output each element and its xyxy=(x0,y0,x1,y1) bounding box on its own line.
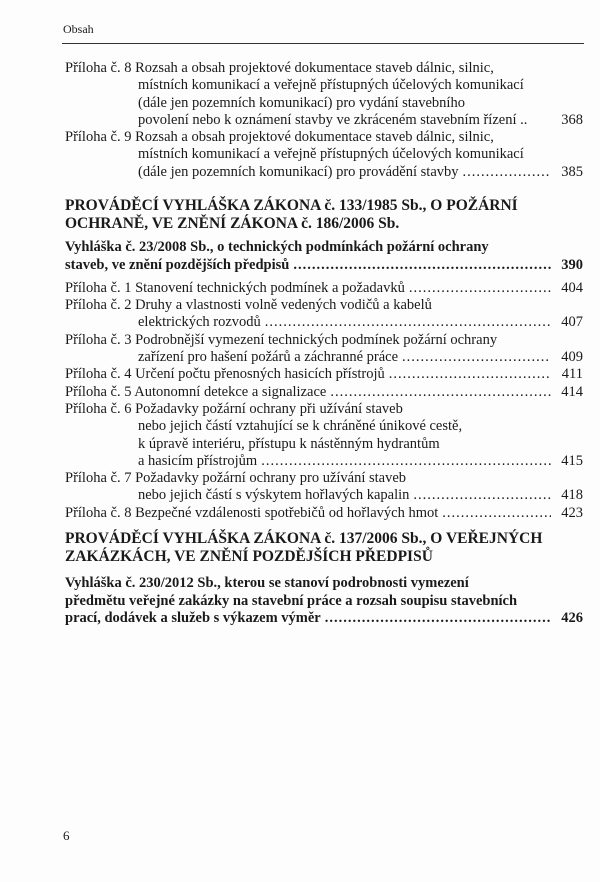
toc-entry[interactable] xyxy=(65,401,583,470)
toc-line: PROVÁDĚCÍ VYHLÁŠKA ZÁKONA č. 137/2006 Sb., O VEŘEJNÝCH xyxy=(65,530,543,548)
entry-text xyxy=(138,164,459,181)
toc-entry[interactable] xyxy=(65,384,583,401)
toc-entry[interactable] xyxy=(65,366,583,383)
entry-title-line: (dále jen pozemních komunikací) pro vydání stavebního xyxy=(138,94,465,111)
entry-title-line: zařízení pro hašení požárů a záchranné práce xyxy=(138,349,399,366)
toc-line xyxy=(65,164,583,181)
toc-line xyxy=(65,314,583,331)
dot-leader xyxy=(442,505,551,522)
entry-text xyxy=(138,95,465,112)
entry-title-line: Vyhláška č. 23/2008 Sb., o technických podmínkách požární ochrany xyxy=(65,239,489,256)
entry-title-line: a hasicím přístrojům xyxy=(138,452,258,469)
toc-entry[interactable] xyxy=(65,297,583,332)
entry-text xyxy=(65,332,497,349)
page-ref[interactable]: 423 xyxy=(561,504,583,521)
toc-line xyxy=(65,470,583,487)
toc-entry[interactable] xyxy=(65,332,583,367)
dot-leader xyxy=(463,164,551,181)
page-ref[interactable]: 414 xyxy=(561,383,583,400)
entry-text xyxy=(65,575,469,592)
entry-text xyxy=(138,487,409,504)
entry-title-line: místních komunikací a veřejně přístupných účelových komunikací xyxy=(138,146,524,163)
toc-line xyxy=(65,297,583,314)
toc-entry[interactable] xyxy=(65,280,583,297)
entry-text xyxy=(138,112,527,129)
entry-title-line: Bezpečné vzdálenosti spotřebičů od hořlavých hmot xyxy=(135,504,439,521)
dot-leader xyxy=(413,487,551,504)
annex-label: Příloha č. 1 xyxy=(65,279,132,296)
annex-label: Příloha č. 8 xyxy=(65,504,132,521)
toc-line xyxy=(65,401,583,418)
entry-text xyxy=(138,453,257,470)
toc-line: ZAKÁZKÁCH, VE ZNĚNÍ POZDĚJŠÍCH PŘEDPISŮ xyxy=(65,547,433,565)
annex-label: Příloha č. 9 xyxy=(65,129,132,146)
toc-line xyxy=(65,384,583,401)
toc-line xyxy=(65,112,583,129)
dot-leader xyxy=(409,280,551,297)
entry-title-line: Požadavky požární ochrany pro užívání staveb xyxy=(135,470,407,487)
entry-text xyxy=(138,349,398,366)
page-ref[interactable]: 426 xyxy=(561,609,583,626)
page-ref[interactable]: 368 xyxy=(561,111,583,128)
toc-line xyxy=(65,77,583,94)
entry-title-line: místních komunikací a veřejně přístupných účelových komunikací xyxy=(138,77,524,94)
dot-leader xyxy=(261,453,551,470)
entry-title-line: Rozsah a obsah projektové dokumentace staveb dálnic, silnic, xyxy=(135,60,494,76)
toc-line xyxy=(65,349,583,366)
entry-text xyxy=(65,401,403,418)
entry-title-line: povolení nebo k oznámení stavby ve zkráceném stavebním řízení .. xyxy=(138,111,528,128)
entry-text xyxy=(65,60,494,77)
entry-text xyxy=(65,384,326,401)
page-ref[interactable]: 411 xyxy=(561,366,583,383)
entry-title-line: Podrobnější vymezení technických podmínek požární ochrany xyxy=(135,331,498,348)
dot-leader xyxy=(389,366,551,383)
table-of-contents xyxy=(65,60,583,627)
page-ref[interactable]: 418 xyxy=(561,487,583,504)
header-rule xyxy=(62,43,584,44)
annex-label: Příloha č. 5 xyxy=(65,383,132,400)
toc-line xyxy=(65,487,583,504)
entry-text xyxy=(138,418,462,435)
page-ref[interactable]: 385 xyxy=(561,163,583,180)
annex-label: Příloha č. 2 xyxy=(65,297,132,314)
section-heading xyxy=(65,197,583,232)
entry-text xyxy=(65,239,489,256)
entry-text xyxy=(65,610,321,627)
entry-title-line: k úpravě interiéru, přístupu k nástěnným hydrantům xyxy=(138,435,440,452)
entry-text xyxy=(138,146,524,163)
toc-entry[interactable] xyxy=(65,60,583,129)
toc-line xyxy=(65,453,583,470)
toc-line xyxy=(65,366,583,383)
entry-title-line: Požadavky požární ochrany při užívání staveb xyxy=(135,400,403,417)
entry-text xyxy=(138,77,524,94)
toc-line xyxy=(65,593,583,610)
entry-text xyxy=(65,366,385,383)
toc-entry[interactable] xyxy=(65,575,583,627)
page-ref[interactable]: 404 xyxy=(561,279,583,296)
entry-title-line: staveb, ve znění pozdějších předpisů xyxy=(65,256,290,273)
annex-label: Příloha č. 8 xyxy=(65,60,132,76)
toc-line xyxy=(65,505,583,522)
annex-label: Příloha č. 7 xyxy=(65,470,132,487)
entry-title-line: Rozsah a obsah projektové dokumentace staveb dálnic, silnic, xyxy=(135,129,494,146)
toc-entry[interactable] xyxy=(65,470,583,505)
toc-line xyxy=(65,95,583,112)
toc-line: OCHRANĚ, VE ZNĚNÍ ZÁKONA č. 186/2006 Sb. xyxy=(65,214,400,232)
toc-entry[interactable] xyxy=(65,129,583,181)
entry-title-line: předmětu veřejné zakázky na stavební práce a rozsah soupisu stavebních xyxy=(65,592,518,609)
entry-title-line: elektrických rozvodů xyxy=(138,314,261,331)
dot-leader xyxy=(330,384,551,401)
page-ref[interactable]: 415 xyxy=(561,452,583,469)
toc-entry[interactable] xyxy=(65,505,583,522)
entry-text xyxy=(65,297,432,314)
entry-text xyxy=(65,470,406,487)
spacer xyxy=(527,112,557,129)
entry-text xyxy=(65,593,517,610)
entry-title-line: Stanovení technických podmínek a požadavků xyxy=(135,279,405,296)
dot-leader xyxy=(325,610,551,627)
entry-title-line: prací, dodávek a služeb s výkazem výměr xyxy=(65,609,321,626)
toc-line xyxy=(65,129,583,146)
toc-line xyxy=(65,610,583,627)
entry-text xyxy=(65,280,405,297)
entry-text xyxy=(138,436,440,453)
section-heading xyxy=(65,530,583,565)
toc-line xyxy=(65,332,583,349)
entry-text xyxy=(65,505,438,522)
entry-title-line: nebo jejich částí vztahující se k chráněné únikové cestě, xyxy=(138,418,463,435)
toc-line xyxy=(65,60,583,77)
toc-line xyxy=(65,146,583,163)
entry-title-line: nebo jejich částí s výskytem hořlavých kapalin xyxy=(138,487,410,504)
page-number: 6 xyxy=(63,828,70,843)
entry-text xyxy=(65,129,494,146)
toc-line xyxy=(65,280,583,297)
annex-label: Příloha č. 6 xyxy=(65,400,132,417)
toc-line xyxy=(65,418,583,435)
toc-line xyxy=(65,239,583,256)
entry-title-line: Vyhláška č. 230/2012 Sb., kterou se stanoví podrobnosti vymezení xyxy=(65,575,469,592)
entry-title-line: (dále jen pozemních komunikací) pro provádění stavby xyxy=(138,163,459,180)
annex-label: Příloha č. 4 xyxy=(65,366,132,383)
entry-text xyxy=(138,314,261,331)
toc-line xyxy=(65,257,583,274)
entry-text xyxy=(65,257,289,274)
page-ref[interactable]: 409 xyxy=(561,349,583,366)
toc-line xyxy=(65,436,583,453)
page-ref[interactable]: 390 xyxy=(561,256,583,273)
toc-entry[interactable] xyxy=(65,239,583,274)
entry-title-line: Druhy a vlastnosti volně vedených vodičů a kabelů xyxy=(135,297,432,314)
annex-label: Příloha č. 3 xyxy=(65,331,132,348)
dot-leader xyxy=(265,314,551,331)
toc-line xyxy=(65,575,583,592)
toc-line: PROVÁDĚCÍ VYHLÁŠKA ZÁKONA č. 133/1985 Sb., O POŽÁRNÍ xyxy=(65,197,518,215)
entry-title-line: Autonomní detekce a signalizace xyxy=(134,383,327,400)
running-header: Obsah xyxy=(63,22,94,36)
entry-title-line: Určení počtu přenosných hasicích přístrojů xyxy=(135,366,385,383)
page-ref[interactable]: 407 xyxy=(561,314,583,331)
dot-leader xyxy=(402,349,551,366)
dot-leader xyxy=(293,257,551,274)
